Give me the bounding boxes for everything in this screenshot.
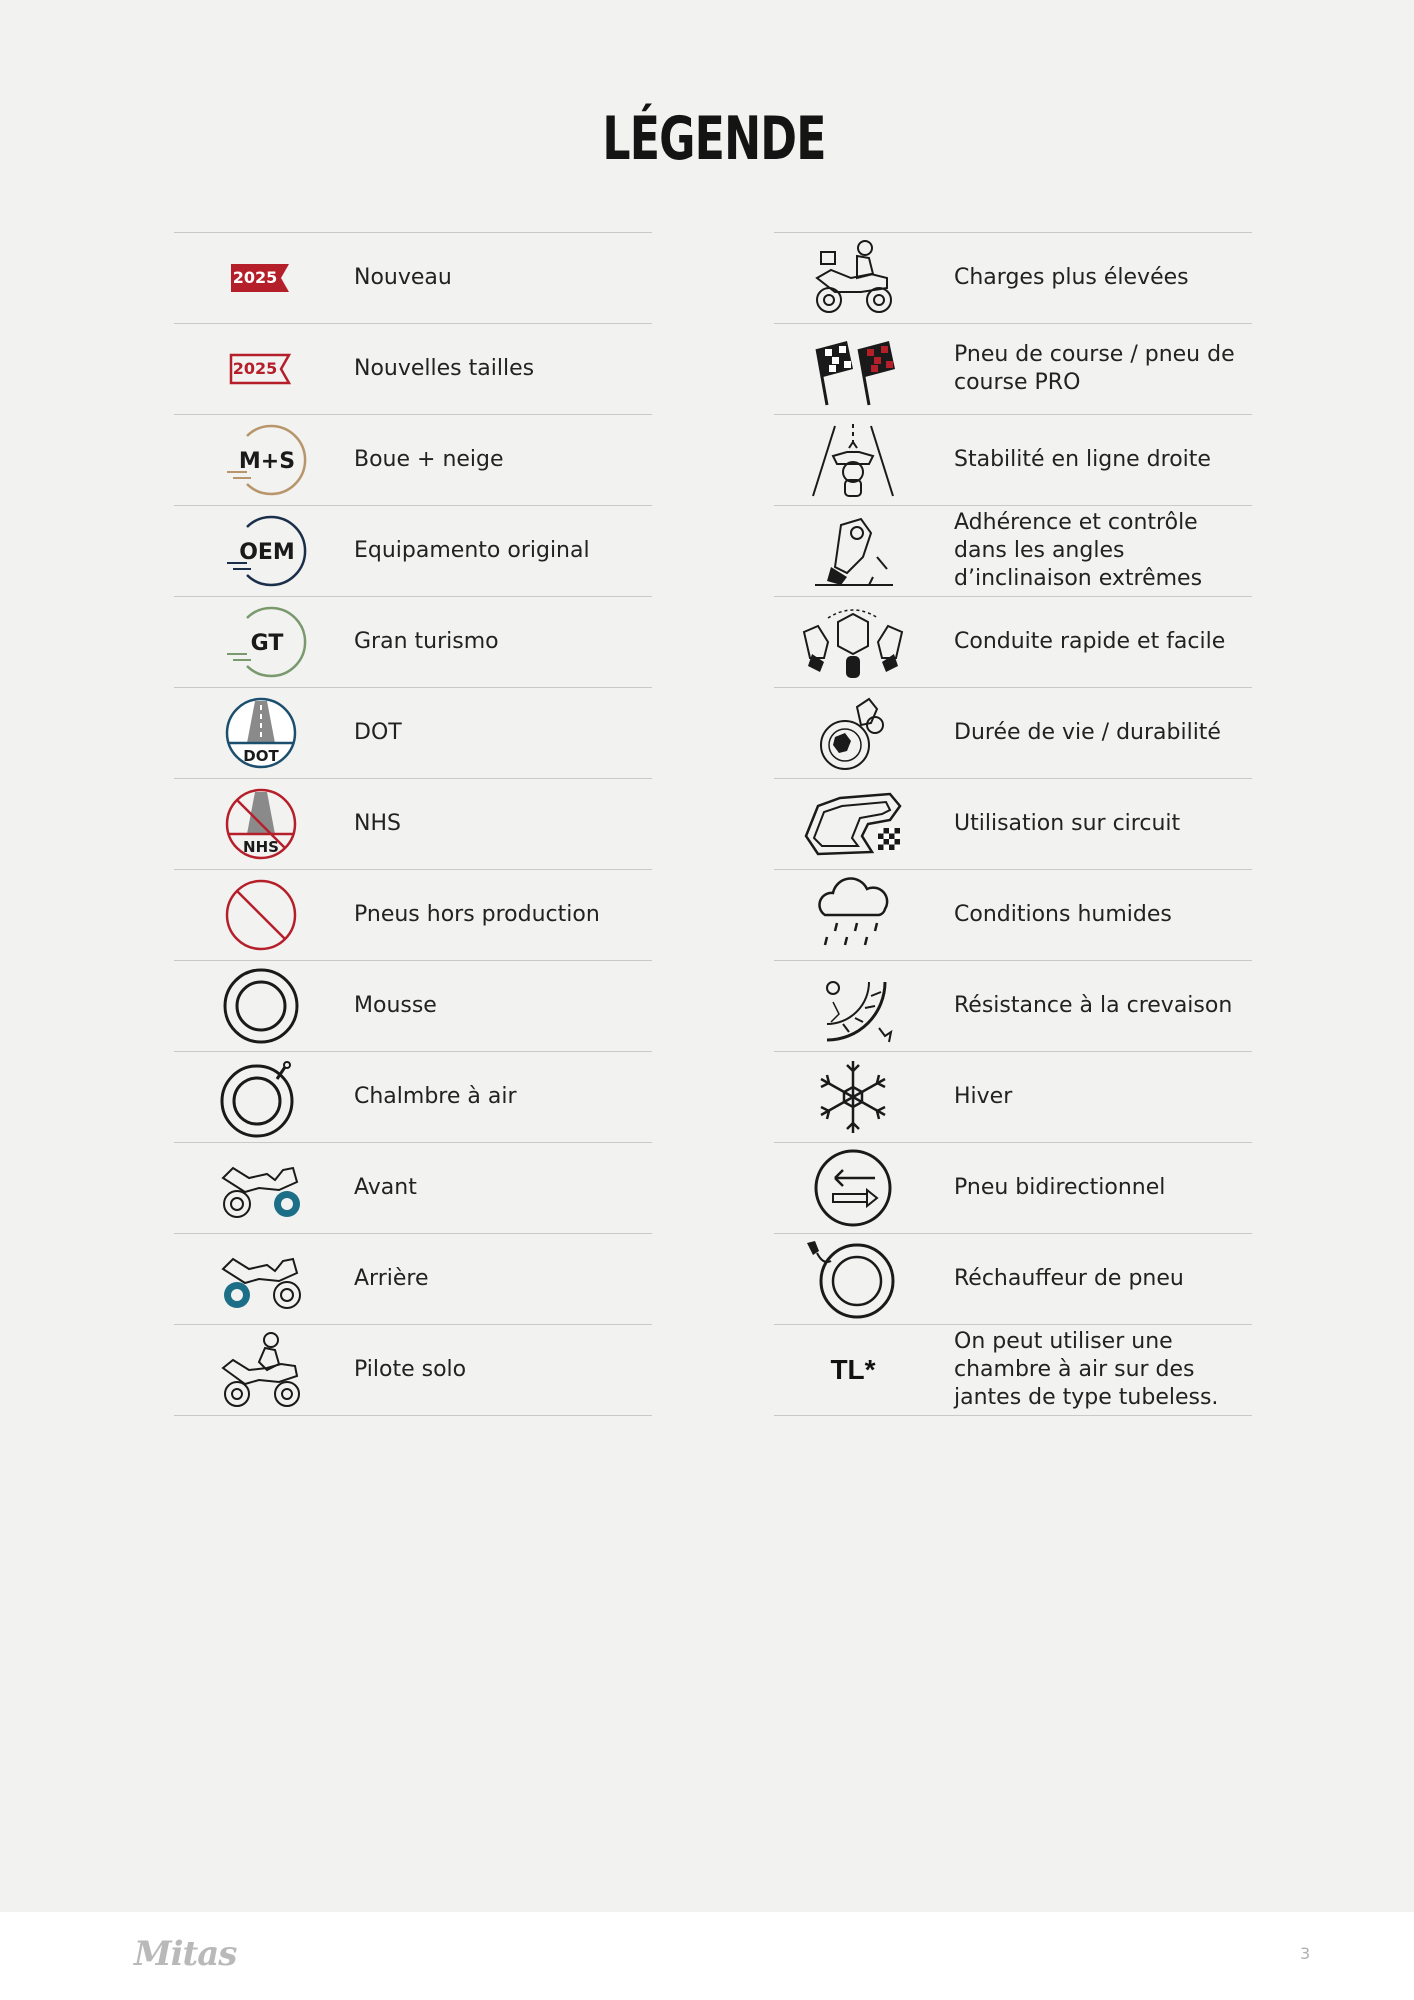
mousse-icon [196,966,326,1046]
mitas-logo: Mitas [134,1934,237,1974]
rear-tyre-motorcycle-icon [196,1239,326,1319]
legend-row [174,1052,652,1143]
legend-label: Réchauffeur de pneu [954,1266,1184,1291]
tl-star-text: TL* [830,1354,876,1385]
legend-row [174,779,652,870]
legend-label: Durée de vie / durabilité [954,720,1221,745]
solo-rider-icon [196,1330,326,1410]
legend-row [174,324,652,415]
oem-icon [196,511,326,591]
legend-row [174,1325,652,1416]
track-circuit-icon [788,784,918,864]
legend-label: Pneu de course / pneu de course PRO [954,342,1235,395]
new-sizes-2025-icon [196,329,326,409]
legend-label: Pilote solo [354,1357,467,1382]
legend-row [174,506,652,597]
legend-row [774,1234,1252,1325]
svg-text:GT: GT [250,631,284,656]
straight-line-stability-icon [788,420,918,500]
higher-loads-icon [788,238,918,318]
legend-label: Boue + neige [354,447,504,472]
legend-label: Pneus hors production [354,902,600,927]
svg-text:OEM: OEM [239,540,295,565]
quick-easy-handling-icon [788,602,918,682]
legend-label: Charges plus élevées [954,265,1189,290]
legend-row [774,779,1252,870]
legend-row [174,688,652,779]
legend-label: Conduite rapide et facile [954,629,1226,654]
legend-row [774,870,1252,961]
legend-label: Pneu bidirectionnel [954,1175,1166,1200]
svg-text:M+S: M+S [238,449,296,474]
mud-snow-icon [196,420,326,500]
legend-row [174,1143,652,1234]
legend-label: On peut utiliser une chambre à air sur des jantes de type tubeless. [954,1329,1219,1410]
legend-left-column [174,232,652,1416]
legend-label: Utilisation sur circuit [954,811,1181,836]
legend-label: Résistance à la crevaison [954,993,1233,1018]
legend-row [774,506,1252,597]
legend-row [174,415,652,506]
lean-angle-grip-icon [788,511,918,591]
inner-tube-icon [196,1057,326,1137]
legend-label: Hiver [954,1084,1013,1109]
page-footer [0,1912,1414,2000]
legend-label: Mousse [354,993,437,1018]
legend-label: Conditions humides [954,902,1172,927]
svg-text:NHS: NHS [243,838,279,856]
bidirectional-arrows-icon [788,1148,918,1228]
legend-label: NHS [354,811,401,836]
legend-label: Adhérence et contrôle dans les angles d’inclinaison extrêmes [954,510,1203,591]
svg-text:DOT: DOT [243,747,279,765]
legend-row [774,597,1252,688]
legend-row [774,1325,1252,1416]
legend-right-column [774,232,1252,1416]
page-title: LÉGENDE [602,104,826,174]
legend-label: Stabilité en ligne droite [954,447,1211,472]
front-tyre-motorcycle-icon [196,1148,326,1228]
racing-flags-icon [788,329,918,409]
tl-star-icon [788,1330,918,1410]
legend-row [774,233,1252,324]
legend-row [774,1143,1252,1234]
svg-text:2025: 2025 [232,359,278,378]
nhs-icon [196,784,326,864]
legend-label: DOT [354,720,402,745]
legend-label: Equipamento original [354,538,590,563]
legend-row [774,688,1252,779]
tyre-warmer-icon [788,1239,918,1319]
legend-label: Chalmbre à air [354,1084,517,1109]
legend-row [774,961,1252,1052]
legend-label: Arrière [354,1266,429,1291]
legend-label: Nouveau [354,265,452,290]
puncture-resistance-icon [788,966,918,1046]
legend-row [774,324,1252,415]
snowflake-icon [788,1057,918,1137]
page-number: 3 [1300,1944,1311,1963]
legend-row [174,870,652,961]
durability-globe-icon [788,693,918,773]
legend-label: Nouvelles tailles [354,356,535,381]
svg-text:2025: 2025 [232,268,278,287]
legend-row [174,233,652,324]
dot-icon [196,693,326,773]
legend-row [174,597,652,688]
legend-row [774,415,1252,506]
legend-row [174,1234,652,1325]
out-of-production-icon [196,875,326,955]
legend-label: Gran turismo [354,629,499,654]
legend-label: Avant [354,1175,417,1200]
rain-cloud-icon [788,875,918,955]
gran-turismo-icon [196,602,326,682]
legend-row [774,1052,1252,1143]
new-2025-icon [196,238,326,318]
legend-row [174,961,652,1052]
